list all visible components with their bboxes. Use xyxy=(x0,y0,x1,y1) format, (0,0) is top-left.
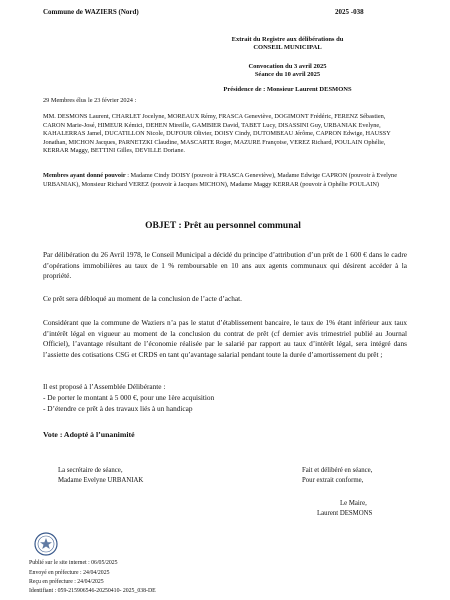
members-count: 29 Membres élus le 23 février 2024 : xyxy=(43,97,137,104)
done-in-session: Fait et délibéré en séance, xyxy=(302,467,373,474)
convocation-date: Convocation du 3 avril 2025 xyxy=(248,63,327,70)
published-date: Publié sur le site internet : 06/05/2025 xyxy=(29,560,118,566)
proposal-item-1: - De porter le montant à 5 000 €, pour une 1ère acquisition xyxy=(43,393,215,402)
members-present-list: MM. DESMONS Laurent, CHARLET Jocelyne, MOREAUX Rémy, FRASCA Geneviève, DOGIMONT Frédéric, FERENZ Sébastien, CARON Marie-José, HIMEUR Kémici, DEHEN Mireille, GAMBIER David, TABET Lucy, DISASSINI Guy, URBANIAK Evelyne, KAHALERRAS Jamel, DUCATILLON Nicole, DUFOUR Olivier, DOISY Cindy, DUTOMBEAU Jérôme, CAPRON Edwige, HAUSSY Jonathan, MICHON Jacques, PARNETZKI Claudine, MASCARTE Roger, MAZURE Françoise, VEREZ Richard, POULAIN Ophélie, KERRAR Maggy, BETTINI Gilles, DEVILLE Doriane. xyxy=(43,113,391,154)
proxies-label: Membres ayant donné pouvoir xyxy=(43,172,126,179)
secretary-title: La secrétaire de séance, xyxy=(58,467,123,474)
paragraph-3: Considérant que la commune de Waziers n’a pas le statut d’établissement bancaire, le taux de 1% étant inférieur aux taux d’intérêt légal en vigueur au moment de la conclusion du contrat de prêt (cf dernier avis trimestriel publié au Journal Officiel), l’avantage résultant de l’économie réalisée par le salarié par rapport au taux d’intérêt légal, sera intégré dans l’assiette des cotisations CSG et CRDS en tant qu’avantage salarial pendant toute la durée d’amortissement du prêt ; xyxy=(43,318,407,359)
deliberation-number: 2025 -038 xyxy=(335,8,364,16)
vote-result: Vote : Adopté à l’unanimité xyxy=(43,430,135,439)
proxies-paragraph xyxy=(43,172,403,189)
presidency-line: Présidence de : Monsieur Laurent DESMONS xyxy=(223,86,352,93)
act-identifier: Identifiant : 059-215906546-20250410- 2025_038-DE xyxy=(29,588,156,594)
extract-line-1: Extrait du Registre aux délibérations du xyxy=(231,36,344,43)
sent-prefecture-date: Envoyé en préfecture : 24/04/2025 xyxy=(29,570,110,576)
proxies-text: : Madame Cindy DOISY (pouvoir à FRASCA Geneviève), Madame Edwige CAPRON (pouvoir à Evelyne URBANIAK), Monsieur Richard VEREZ (pouvoir à Jacques MICHON), Madame Maggy KERRAR (pouvoir à Ophélie POULAIN) xyxy=(43,172,397,188)
extract-heading xyxy=(180,36,395,52)
official-seal-icon xyxy=(34,532,58,556)
proposal-item-2: - D’étendre ce prêt à des travaux liés à un handicap xyxy=(43,404,193,413)
mayor-title: Le Maire, xyxy=(340,500,367,507)
certified-extract: Pour extrait conforme, xyxy=(302,477,364,484)
received-prefecture-date: Reçu en préfecture : 24/04/2025 xyxy=(29,579,104,585)
session-date: Séance du 10 avril 2025 xyxy=(254,71,321,79)
objet-title: OBJET : Prêt au personnel communal xyxy=(145,221,301,231)
extract-line-2: CONSEIL MUNICIPAL xyxy=(253,44,322,52)
paragraph-1: Par délibération du 26 Avril 1978, le Conseil Municipal a décidé du principe d’attribution d’un prêt de 1 600 € dans le cadre d’opérations immobilières au taux de 1 % remboursable en 10 ans aux agents communaux qui désirent accéder à la propriété. xyxy=(43,250,407,281)
convocation-block xyxy=(180,63,395,79)
commune-header: Commune de WAZIERS (Nord) xyxy=(43,8,139,16)
proposal-intro: Il est proposé à l’Assemblée Délibérante : xyxy=(43,382,166,391)
paragraph-2: Ce prêt sera débloqué au moment de la conclusion de l’acte d’achat. xyxy=(43,294,242,303)
secretary-name: Madame Evelyne URBANIAK xyxy=(58,477,144,484)
mayor-name: Laurent DESMONS xyxy=(317,510,373,517)
